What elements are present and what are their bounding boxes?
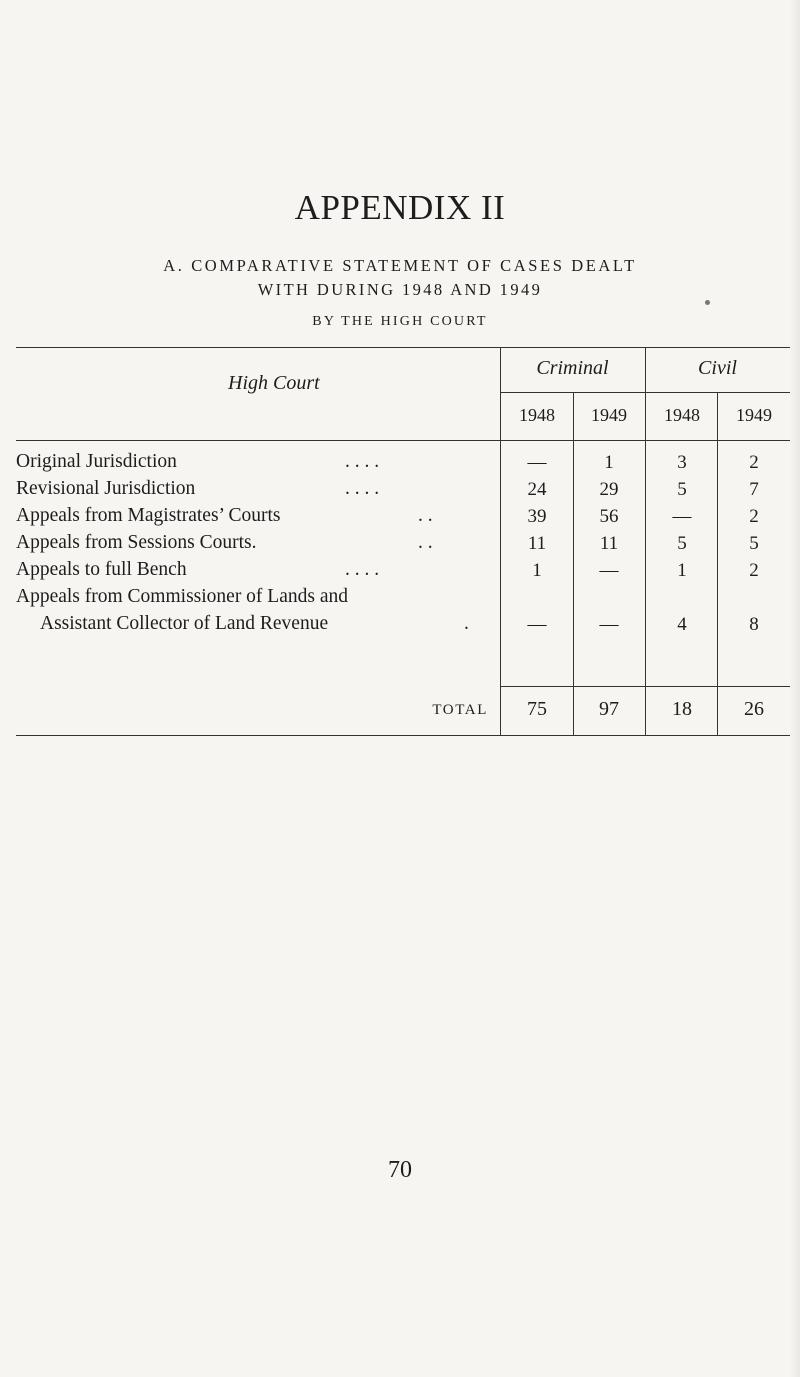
table-cell: 11: [527, 533, 547, 554]
total-cell: 75: [527, 698, 547, 720]
table-cell: —: [527, 614, 547, 635]
table-cell: 1: [604, 452, 614, 473]
row-leader-dots: .: [464, 613, 469, 634]
row-leader-dots: . . . .: [345, 451, 380, 472]
table-cell: 2: [749, 506, 759, 527]
table-cell: —: [599, 614, 619, 635]
table-cell: 1: [677, 560, 687, 581]
table-cell: 24: [527, 479, 547, 500]
table-top-rule: [16, 347, 790, 348]
table-cell: 2: [749, 452, 759, 473]
page-number: 70: [388, 1157, 412, 1183]
table-bottom-rule: [16, 735, 790, 736]
row-label-appeals-commissioner: Appeals from Commissioner of Lands and: [16, 586, 348, 607]
row-label-assistant-collector: Assistant Collector of Land Revenue: [40, 613, 329, 634]
page-title: APPENDIX II: [294, 188, 506, 227]
column-divider-4: [717, 392, 718, 735]
civil-header: Civil: [698, 357, 737, 379]
table-cell: 5: [677, 533, 687, 554]
table-cell: 5: [677, 479, 687, 500]
criminal-header: Criminal: [536, 357, 609, 379]
table-cell: 39: [527, 506, 547, 527]
ink-speck: [705, 300, 710, 305]
year-header-civil-1948: 1948: [664, 405, 700, 425]
table-cell: 7: [749, 479, 759, 500]
header-bottom-rule: [16, 440, 790, 441]
row-leader-dots: . .: [418, 532, 433, 553]
year-header-criminal-1949: 1949: [591, 405, 627, 425]
subtitle-line-2: WITH DURING 1948 AND 1949: [257, 280, 543, 299]
row-label-appeals-full-bench: Appeals to full Bench: [16, 559, 187, 580]
table-cell: —: [527, 452, 547, 473]
total-label: TOTAL: [432, 702, 488, 718]
table-cell: —: [672, 506, 692, 527]
table-cell: 2: [749, 560, 759, 581]
row-label-appeals-magistrates: Appeals from Magistrates’ Courts: [16, 505, 281, 526]
row-leader-dots: . .: [418, 505, 433, 526]
row-leader-dots: . . . .: [345, 478, 380, 499]
year-header-criminal-1948: 1948: [519, 405, 555, 425]
table-cell: 11: [599, 533, 619, 554]
total-cell: 26: [744, 698, 764, 720]
table-cell: 4: [677, 614, 687, 635]
total-cell: 18: [672, 698, 692, 720]
row-label-original-jurisdiction: Original Jurisdiction: [16, 451, 177, 472]
table-cell: 8: [749, 614, 759, 635]
row-label-appeals-sessions: Appeals from Sessions Courts.: [16, 532, 257, 553]
table-cell: 29: [599, 479, 619, 500]
table-cell: 3: [677, 452, 687, 473]
table-cell: —: [599, 560, 619, 581]
high-court-header: High Court: [228, 372, 320, 394]
row-label-revisional-jurisdiction: Revisional Jurisdiction: [16, 478, 196, 499]
table-cell: 56: [599, 506, 619, 527]
subtitle-line-3: BY THE HIGH COURT: [312, 314, 488, 329]
total-cell: 97: [599, 698, 619, 720]
subtitle-line-1: A. COMPARATIVE STATEMENT OF CASES DEALT: [163, 256, 637, 275]
table-cell: 5: [749, 533, 759, 554]
year-header-civil-1949: 1949: [736, 405, 772, 425]
row-leader-dots: . . . .: [345, 559, 380, 580]
table-cell: 1: [532, 560, 542, 581]
